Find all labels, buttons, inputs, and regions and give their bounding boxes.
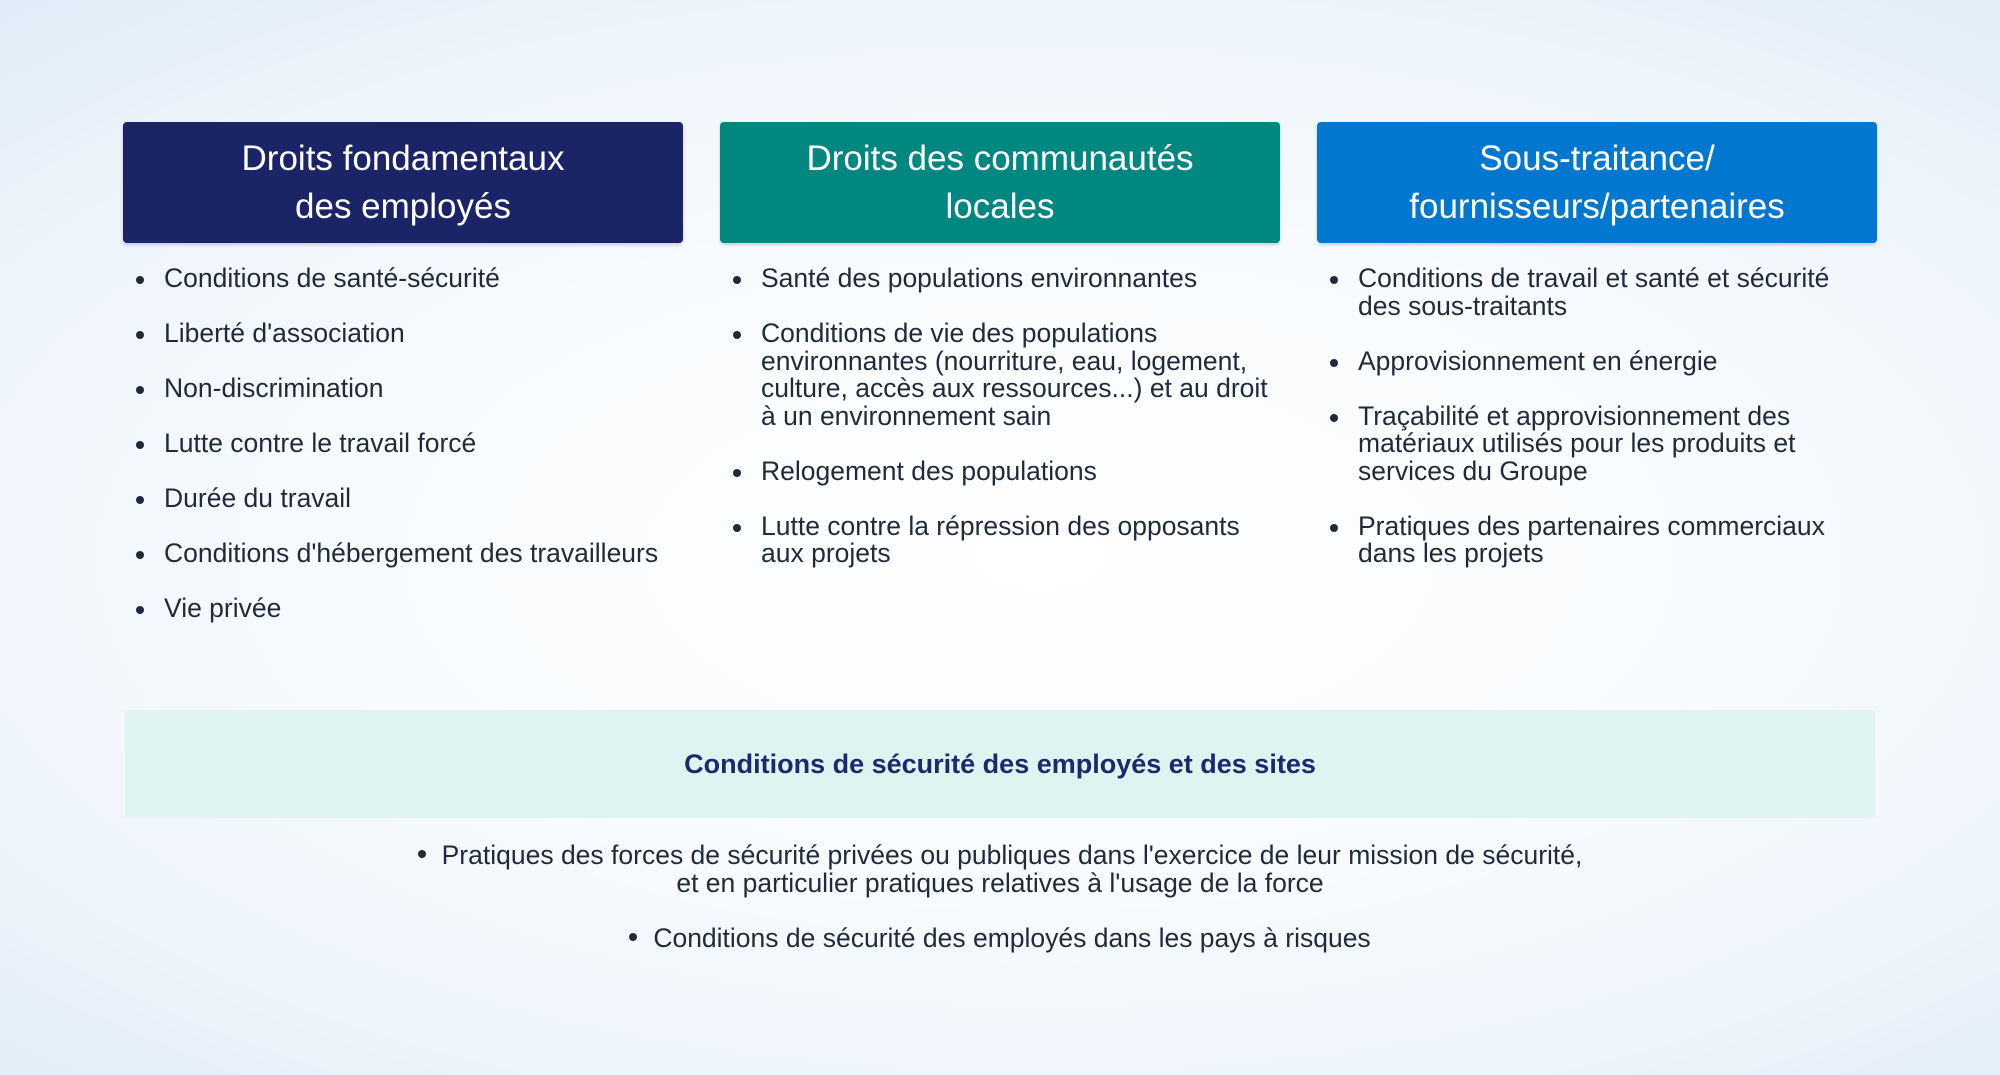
bullet-icon [136,276,144,284]
column-title: Droits fondamentaux des employés [241,138,565,226]
column-title: Sous-traitance/ fournisseurs/partenaires [1409,138,1785,226]
list-item: Traçabilité et approvisionnement des matériaux utilisés pour les produits et services du Groupe [1317,403,1877,486]
bullet-icon [136,331,144,339]
list-item: Non-discrimination [123,375,683,403]
bullet-icon [733,469,741,477]
list-item: Relogement des populations [720,458,1280,486]
column-header-employee-rights [123,122,683,243]
list-item: Conditions de vie des populations environnantes (nourriture, eau, logement, culture, accès aux ressources...) et au droit à un environnement sain [720,320,1280,430]
bullet-icon [136,386,144,394]
bullet-icon [136,606,144,614]
bullet-icon [733,276,741,284]
list-item: Santé des populations environnantes [720,265,1280,293]
list-item: Lutte contre le travail forcé [123,430,683,458]
bullet-icon [418,850,426,858]
column-list [123,265,683,623]
list-item: Pratiques des partenaires commerciaux dans les projets [1317,513,1877,568]
list-item: Liberté d'association [123,320,683,348]
column-title: Droits des communautés locales [806,138,1194,226]
bullet-icon [1330,414,1338,422]
security-title: Conditions de sécurité des employés et des sites [684,748,1316,779]
list-item [0,842,2000,897]
list-item: Vie privée [123,595,683,623]
column-header-community-rights [720,122,1280,243]
bullet-icon [136,441,144,449]
bullet-icon [136,551,144,559]
security-band [125,710,1875,818]
list-item: Approvisionnement en énergie [1317,348,1877,376]
column-list [720,265,1280,568]
list-item-content: Pratiques des forces de sécurité privées ou publiques dans l'exercice de leur mission de sécurité, et en particulier pratiques relatives à l'usage de la force [418,842,1583,897]
column-list [1317,265,1877,568]
bullet-icon [629,933,637,941]
bullet-icon [733,524,741,532]
list-item: Conditions de travail et santé et sécurité des sous-traitants [1317,265,1877,320]
column-header-subcontracting [1317,122,1877,243]
column-community-rights [720,122,1280,595]
bullet-icon [1330,276,1338,284]
column-subcontracting [1317,122,1877,595]
list-item: Lutte contre la répression des opposants aux projets [720,513,1280,568]
bullet-icon [136,496,144,504]
list-item [0,922,2000,953]
list-item: Conditions de santé-sécurité [123,265,683,293]
bullet-icon [1330,524,1338,532]
bullet-icon [733,331,741,339]
security-list [0,842,2000,980]
bullet-icon [1330,359,1338,367]
column-employee-rights [123,122,683,650]
list-item: Durée du travail [123,485,683,513]
list-item: Conditions d'hébergement des travailleurs [123,540,683,568]
list-item-content: Conditions de sécurité des employés dans les pays à risques [629,925,1370,953]
